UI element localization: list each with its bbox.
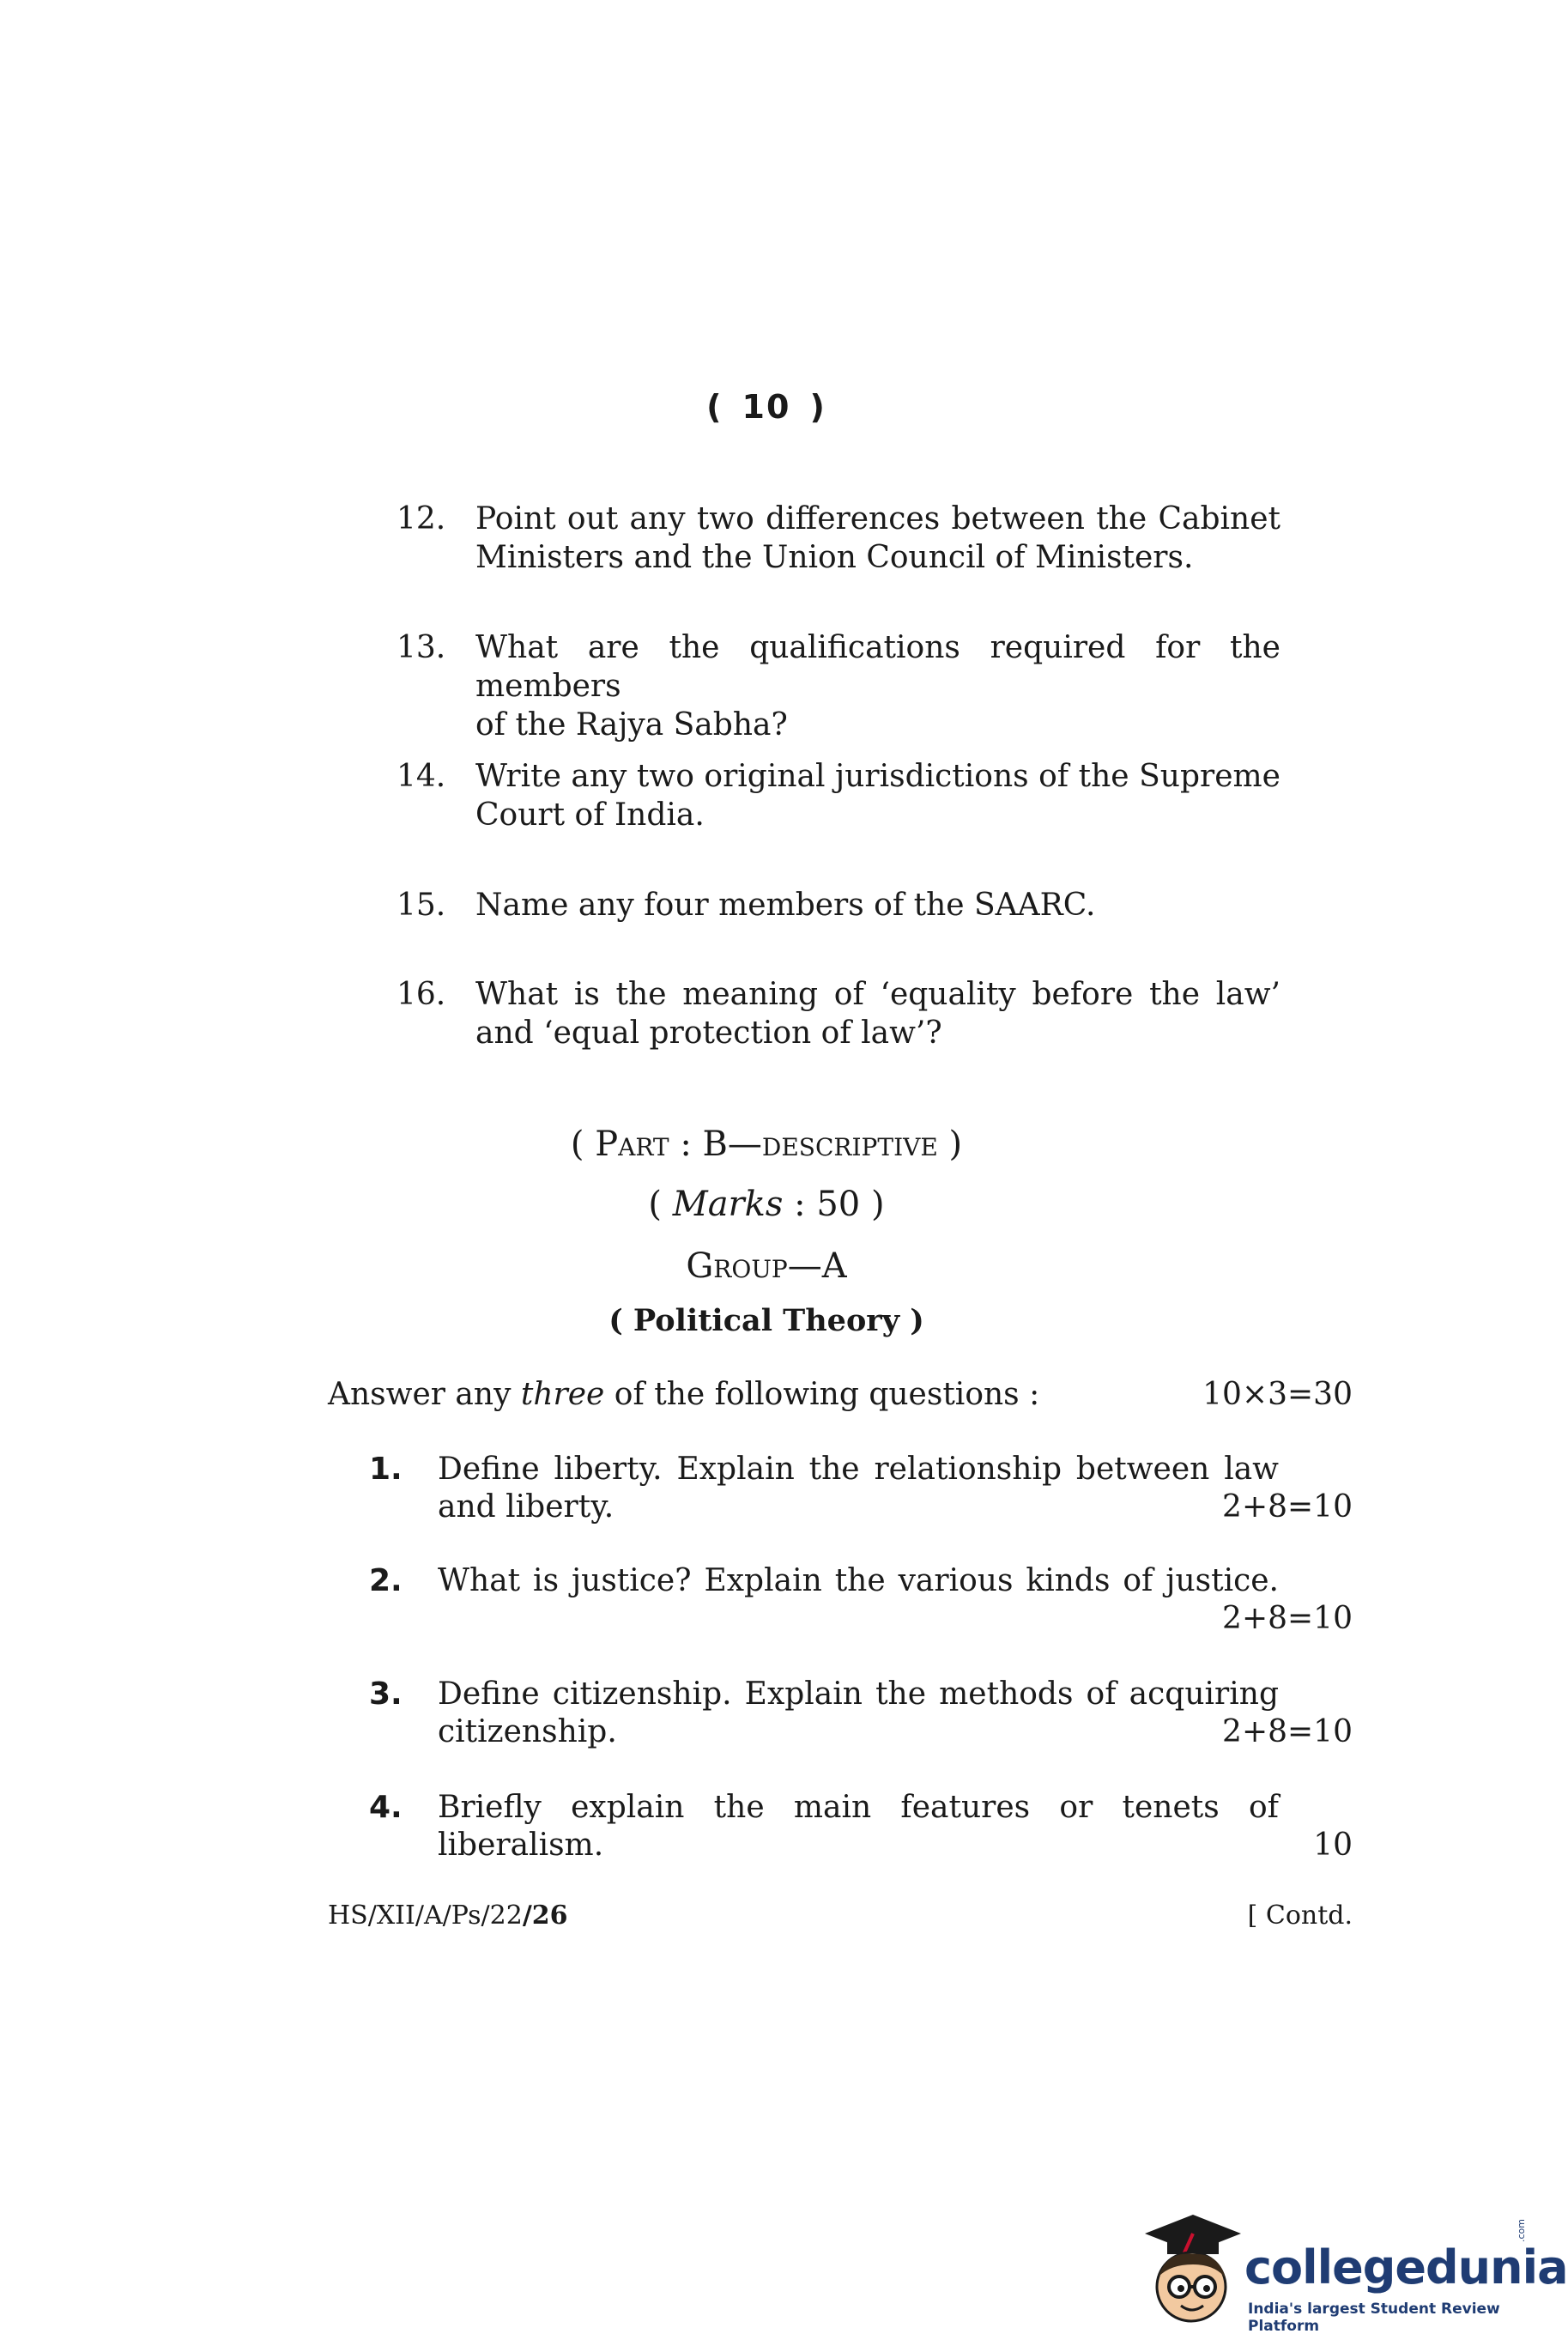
logo-brand-text: collegedunia: [1244, 2240, 1568, 2295]
instruction-emphasis: three: [520, 1377, 605, 1412]
question-text-line: Briefly explain the main features or tenets of: [438, 1790, 1279, 1825]
part-heading: ( Part : B—descriptive ): [570, 1125, 963, 1164]
question-marks: 2+8=10: [1222, 1601, 1353, 1636]
page-number: ( 10 ): [706, 388, 826, 426]
question-text-line: Define liberty. Explain the relationship between law: [438, 1452, 1279, 1487]
paper-code: HS/XII/A/Ps/22/26: [328, 1900, 568, 1931]
question-text-line: Name any four members of the SAARC.: [475, 888, 1096, 923]
question-text-line: What is justice? Explain the various kinds of justice.: [438, 1563, 1279, 1598]
question-text-line: What are the qualifications required for the members: [475, 630, 1280, 704]
question-text-line: Write any two original jurisdictions of the Supreme: [475, 759, 1280, 794]
question-number: 13.: [397, 630, 446, 665]
question-text-line: What is the meaning of ‘equality before the law’: [475, 977, 1280, 1012]
question-number: 16.: [397, 977, 446, 1012]
instruction-line: [328, 1377, 1353, 1412]
question-text-line: citizenship.: [438, 1714, 617, 1749]
question-number: 1.: [369, 1452, 403, 1487]
question-text-line: Point out any two differences between the Cabinet: [475, 501, 1280, 537]
group-heading: Group—A: [686, 1246, 847, 1286]
logo-com-text: .com: [1516, 2219, 1527, 2242]
page-footer: [328, 1900, 1353, 1931]
question-text-line: and ‘equal protection of law’?: [475, 1015, 942, 1051]
question-marks: 10: [1313, 1828, 1353, 1863]
question-number: 2.: [369, 1563, 403, 1598]
student-mascot-icon: [1133, 2208, 1244, 2337]
question-text-line: Court of India.: [475, 797, 705, 833]
instruction-marks: 10×3=30: [1202, 1377, 1353, 1412]
theory-heading: ( Political Theory ): [608, 1303, 924, 1338]
question-text-line: and liberty.: [438, 1489, 614, 1525]
question-number: 3.: [369, 1676, 403, 1712]
question-number: 14.: [397, 759, 446, 794]
question-number: 4.: [369, 1790, 403, 1825]
logo-tagline: India's largest Student Review Platform: [1248, 2301, 1500, 2335]
question-marks: 2+8=10: [1222, 1714, 1353, 1749]
question-text-line: Ministers and the Union Council of Ministers.: [475, 540, 1194, 575]
collegedunia-logo: [1133, 2208, 1568, 2337]
question-number: 12.: [397, 501, 446, 537]
question-text-line: liberalism.: [438, 1828, 604, 1863]
continued-label: [ Contd.: [1247, 1900, 1353, 1931]
question-text-line: Define citizenship. Explain the methods of acquiring: [438, 1676, 1279, 1712]
marks-value: 50: [816, 1185, 861, 1224]
question-number: 15.: [397, 888, 446, 923]
instruction-text: Answer any: [328, 1377, 521, 1412]
marks-heading: ( Marks : 50 ): [648, 1185, 885, 1224]
marks-label: Marks: [672, 1185, 784, 1224]
instruction-text-after: of the following questions :: [604, 1377, 1040, 1412]
question-text-line: of the Rajya Sabha?: [475, 707, 788, 743]
question-marks: 2+8=10: [1222, 1489, 1353, 1525]
